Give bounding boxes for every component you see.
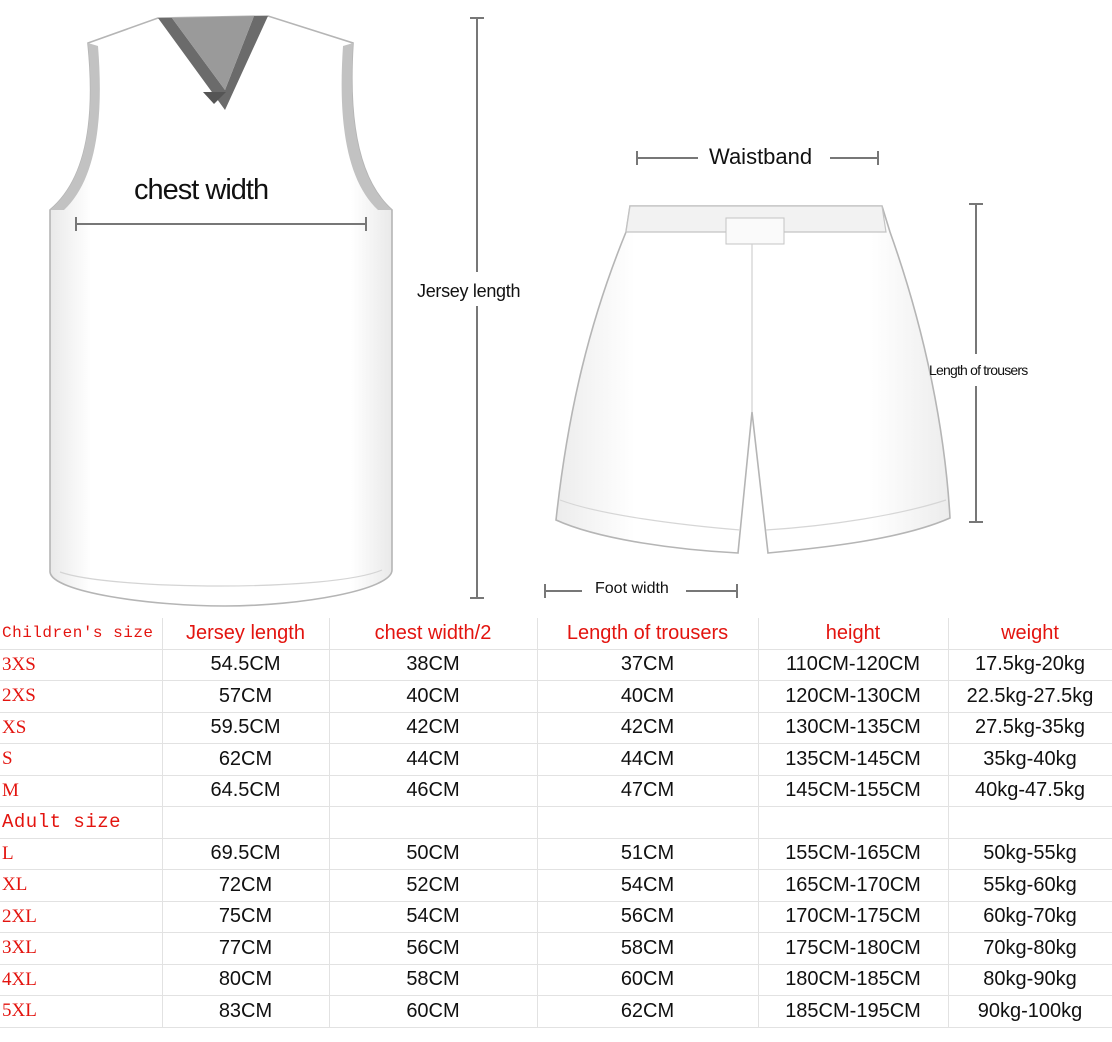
weight-cell: 50kg-55kg	[948, 838, 1112, 870]
trousers-length-cell: 44CM	[537, 744, 758, 776]
weight-cell: 70kg-80kg	[948, 933, 1112, 965]
weight-cell: 27.5kg-35kg	[948, 712, 1112, 744]
table-row	[0, 870, 1112, 902]
size-cell: 5XL	[0, 996, 162, 1028]
size-cell: 4XL	[0, 964, 162, 996]
chest-width-cell: 50CM	[329, 838, 537, 870]
header-cell: weight	[948, 618, 1112, 649]
trousers-length-label: Length of trousers	[929, 362, 1028, 378]
weight-cell: 40kg-47.5kg	[948, 775, 1112, 807]
trousers-length-cell: 60CM	[537, 964, 758, 996]
weight-cell: 55kg-60kg	[948, 870, 1112, 902]
trousers-length-cell: 54CM	[537, 870, 758, 902]
empty-cell	[537, 807, 758, 839]
height-cell: 165CM-170CM	[758, 870, 948, 902]
header-cell: Children's size	[0, 618, 162, 649]
adult-size-group-row	[0, 807, 1112, 839]
weight-cell: 60kg-70kg	[948, 901, 1112, 933]
header-cell: height	[758, 618, 948, 649]
height-cell: 170CM-175CM	[758, 901, 948, 933]
jersey-length-cell: 83CM	[162, 996, 329, 1028]
header-cell: chest width/2	[329, 618, 537, 649]
height-cell: 110CM-120CM	[758, 649, 948, 681]
chest-width-cell: 40CM	[329, 681, 537, 713]
jersey-length-cell: 54.5CM	[162, 649, 329, 681]
chest-width-label: chest width	[134, 174, 269, 206]
height-cell: 145CM-155CM	[758, 775, 948, 807]
chest-width-cell: 52CM	[329, 870, 537, 902]
header-cell: Jersey length	[162, 618, 329, 649]
chest-width-cell: 42CM	[329, 712, 537, 744]
table-header-row	[0, 618, 1112, 649]
trousers-length-cell: 37CM	[537, 649, 758, 681]
size-cell: 3XS	[0, 649, 162, 681]
height-cell: 155CM-165CM	[758, 838, 948, 870]
size-cell: XL	[0, 870, 162, 902]
size-cell: 2XS	[0, 681, 162, 713]
chest-width-cell: 46CM	[329, 775, 537, 807]
height-cell: 185CM-195CM	[758, 996, 948, 1028]
jersey-length-label: Jersey length	[417, 281, 521, 301]
size-chart-table	[0, 618, 1112, 1028]
empty-cell	[162, 807, 329, 839]
trousers-length-cell: 51CM	[537, 838, 758, 870]
jersey-length-cell: 69.5CM	[162, 838, 329, 870]
trousers-length-cell: 47CM	[537, 775, 758, 807]
table-row	[0, 933, 1112, 965]
foot-width-label: Foot width	[595, 580, 669, 597]
jersey-illustration	[50, 16, 392, 606]
size-cell: 3XL	[0, 933, 162, 965]
chest-width-cell: 60CM	[329, 996, 537, 1028]
weight-cell: 22.5kg-27.5kg	[948, 681, 1112, 713]
weight-cell: 35kg-40kg	[948, 744, 1112, 776]
jersey-length-cell: 59.5CM	[162, 712, 329, 744]
chest-width-cell: 54CM	[329, 901, 537, 933]
height-cell: 120CM-130CM	[758, 681, 948, 713]
table-row	[0, 775, 1112, 807]
height-cell: 175CM-180CM	[758, 933, 948, 965]
jersey-length-cell: 57CM	[162, 681, 329, 713]
height-cell: 130CM-135CM	[758, 712, 948, 744]
jersey-length-cell: 77CM	[162, 933, 329, 965]
size-cell: M	[0, 775, 162, 807]
chest-width-cell: 44CM	[329, 744, 537, 776]
table-row	[0, 649, 1112, 681]
weight-cell: 17.5kg-20kg	[948, 649, 1112, 681]
trousers-length-cell: 40CM	[537, 681, 758, 713]
jersey-length-arrow	[470, 18, 484, 598]
size-cell: S	[0, 744, 162, 776]
trousers-length-cell: 56CM	[537, 901, 758, 933]
table-row	[0, 681, 1112, 713]
weight-cell: 90kg-100kg	[948, 996, 1112, 1028]
shorts-illustration	[556, 206, 950, 553]
waistband-label: Waistband	[709, 144, 813, 169]
table-row	[0, 712, 1112, 744]
table-row	[0, 901, 1112, 933]
size-cell: XS	[0, 712, 162, 744]
empty-cell	[948, 807, 1112, 839]
trousers-length-cell: 42CM	[537, 712, 758, 744]
height-cell: 135CM-145CM	[758, 744, 948, 776]
jersey-length-cell: 75CM	[162, 901, 329, 933]
jersey-length-cell: 80CM	[162, 964, 329, 996]
jersey-length-cell: 64.5CM	[162, 775, 329, 807]
height-cell: 180CM-185CM	[758, 964, 948, 996]
weight-cell: 80kg-90kg	[948, 964, 1112, 996]
chest-width-cell: 56CM	[329, 933, 537, 965]
table-row	[0, 744, 1112, 776]
jersey-length-cell: 72CM	[162, 870, 329, 902]
adult-size-label: Adult size	[0, 807, 162, 839]
header-cell: Length of trousers	[537, 618, 758, 649]
trousers-length-cell: 62CM	[537, 996, 758, 1028]
table-row	[0, 996, 1112, 1028]
jersey-length-cell: 62CM	[162, 744, 329, 776]
table-row	[0, 964, 1112, 996]
trousers-length-cell: 58CM	[537, 933, 758, 965]
table-row	[0, 838, 1112, 870]
chest-width-cell: 38CM	[329, 649, 537, 681]
size-cell: 2XL	[0, 901, 162, 933]
empty-cell	[758, 807, 948, 839]
chest-width-cell: 58CM	[329, 964, 537, 996]
size-cell: L	[0, 838, 162, 870]
empty-cell	[329, 807, 537, 839]
